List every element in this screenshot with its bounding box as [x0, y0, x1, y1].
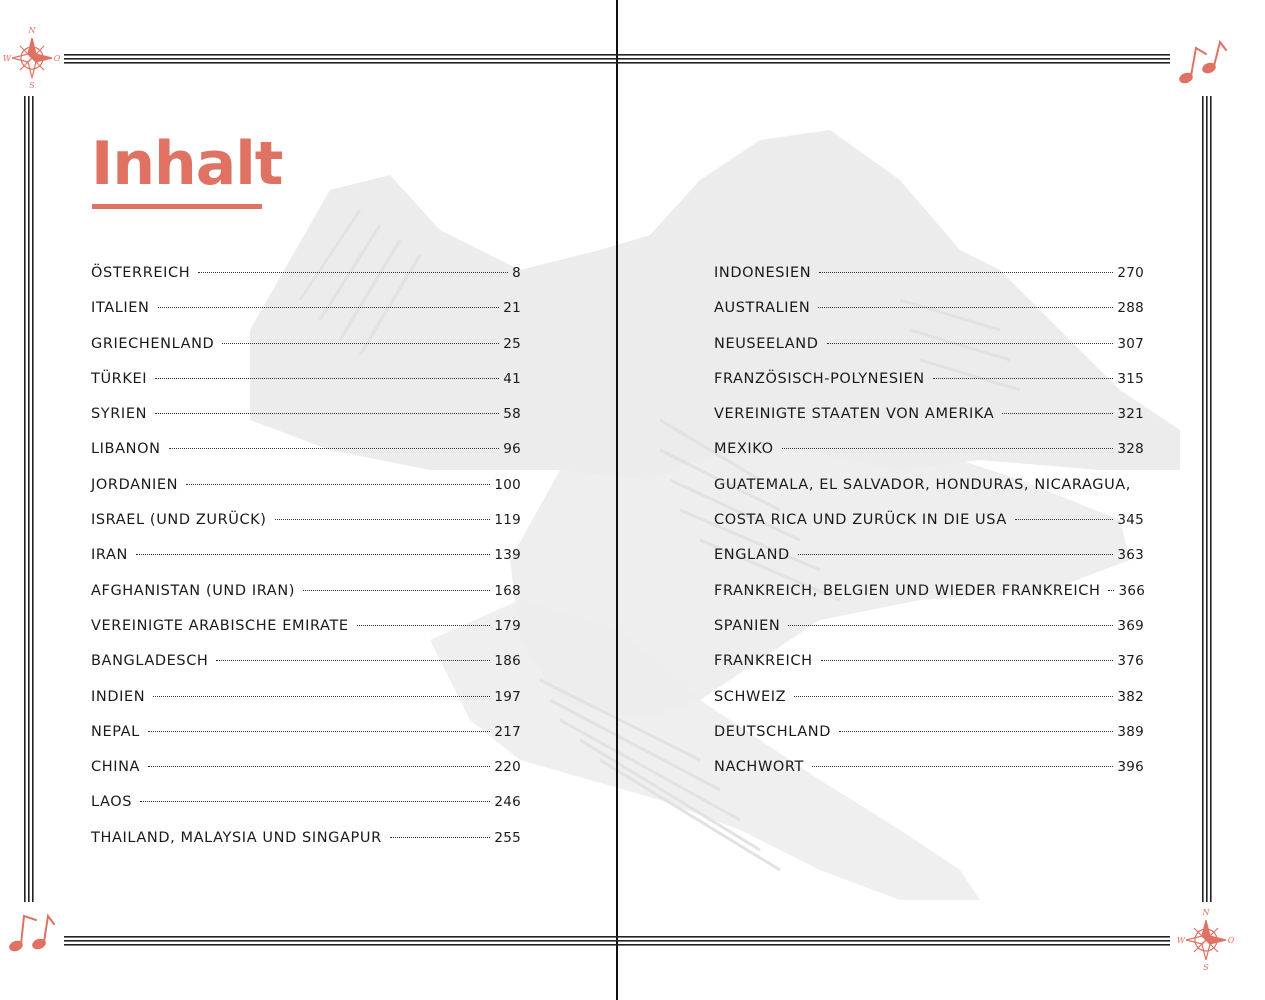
toc-entry-label: FRANZÖSISCH-POLYNESIEN	[714, 370, 925, 387]
toc-entry-page: 119	[494, 512, 521, 529]
compass-letter-o: O	[53, 54, 61, 63]
toc-entry-page: 197	[494, 688, 521, 705]
toc-entry[interactable]	[714, 432, 1144, 467]
toc-entry-label: ITALIEN	[91, 300, 150, 317]
toc-dot-leader	[819, 271, 1113, 273]
toc-entry-label: FRANKREICH, BELGIEN UND WIEDER FRANKREICH	[714, 582, 1101, 599]
left-border-rule	[24, 96, 34, 902]
toc-entry[interactable]	[91, 644, 521, 679]
toc-entry-label: LAOS	[91, 794, 133, 811]
compass-letter-s: S	[1203, 963, 1209, 972]
page-title: Inhalt	[91, 129, 283, 199]
toc-dot-leader	[148, 765, 490, 767]
toc-entry[interactable]	[91, 468, 521, 503]
compass-letter-w: W	[1176, 936, 1186, 945]
toc-entry[interactable]	[714, 397, 1144, 432]
toc-dot-leader	[155, 377, 499, 379]
compass-letter-w: W	[2, 54, 12, 63]
toc-entry-label: ÖSTERREICH	[91, 265, 191, 281]
toc-entry-label: VEREINIGTE STAATEN VON AMERIKA	[714, 406, 995, 423]
toc-entry-label: ENGLAND	[714, 547, 790, 564]
toc-entry-page: 389	[1117, 723, 1144, 740]
toc-entry-label: GRIECHENLAND	[91, 335, 215, 352]
toc-entry-label: MEXIKO	[714, 441, 774, 458]
toc-entry-page: 96	[503, 441, 521, 458]
toc-entry-label: INDONESIEN	[714, 265, 812, 281]
toc-entry[interactable]	[91, 609, 521, 644]
toc-entry[interactable]	[91, 256, 521, 291]
toc-entry-label: NEUSEELAND	[714, 335, 819, 352]
compass-rose-icon	[2, 24, 62, 90]
toc-dot-leader	[169, 447, 500, 449]
toc-entry-page: 21	[503, 300, 521, 317]
toc-entry-page: 369	[1117, 617, 1144, 634]
toc-entry[interactable]	[714, 715, 1144, 750]
book-spine-line	[616, 0, 618, 1000]
toc-dot-leader	[216, 659, 490, 661]
toc-entry[interactable]	[91, 821, 521, 856]
toc-entry-label: BANGLADESCH	[91, 653, 209, 670]
toc-entry[interactable]	[91, 397, 521, 432]
top-border-rule	[64, 54, 1170, 64]
toc-entry[interactable]	[714, 291, 1144, 326]
toc-dot-leader	[158, 306, 500, 308]
toc-dot-leader	[1015, 518, 1113, 520]
toc-dot-leader	[148, 730, 491, 732]
toc-entry-label: AFGHANISTAN (UND IRAN)	[91, 582, 296, 599]
toc-entry[interactable]	[91, 750, 521, 785]
toc-entry-page: 100	[494, 476, 521, 493]
toc-dot-leader	[390, 836, 491, 838]
toc-entry-label: DEUTSCHLAND	[714, 723, 831, 740]
toc-entry-label: GUATEMALA, EL SALVADOR, HONDURAS, NICARAGUA,	[714, 476, 1132, 493]
toc-entry-label: TÜRKEI	[91, 370, 148, 387]
toc-entry-page: 366	[1118, 582, 1146, 599]
toc-entry-page: 396	[1117, 759, 1144, 776]
toc-entry[interactable]	[91, 715, 521, 750]
toc-entry[interactable]	[714, 503, 1144, 538]
toc-entry-page: 321	[1117, 406, 1144, 423]
toc-entry[interactable]	[91, 432, 521, 467]
compass-rose-icon	[1176, 906, 1236, 972]
toc-entry-label: IRAN	[91, 547, 128, 564]
toc-entry[interactable]	[91, 362, 521, 397]
toc-dot-leader	[933, 377, 1114, 379]
toc-entry-label: NEPAL	[91, 723, 140, 740]
toc-entry-page: 186	[494, 653, 521, 670]
toc-dot-leader	[1108, 589, 1114, 591]
toc-entry-label: THAILAND, MALAYSIA UND SINGAPUR	[91, 829, 382, 846]
right-border-rule	[1202, 96, 1212, 902]
toc-entry[interactable]	[91, 785, 521, 820]
toc-entry-label: JORDANIEN	[91, 476, 179, 493]
toc-entry[interactable]	[714, 538, 1144, 573]
toc-dot-leader	[821, 659, 1114, 661]
toc-dot-leader	[153, 695, 490, 697]
toc-entry-label: VEREINIGTE ARABISCHE EMIRATE	[91, 617, 349, 634]
toc-entry[interactable]	[714, 362, 1144, 397]
toc-dot-leader	[136, 553, 490, 555]
compass-letter-n: N	[28, 26, 36, 35]
toc-entry-page: 315	[1117, 370, 1144, 387]
toc-entry[interactable]	[91, 538, 521, 573]
toc-entry-page: 382	[1117, 688, 1144, 705]
toc-entry[interactable]	[91, 327, 521, 362]
compass-letter-o: O	[1227, 936, 1235, 945]
toc-entry-label: CHINA	[91, 759, 141, 776]
compass-letter-n: N	[1202, 908, 1210, 917]
toc-entry[interactable]	[91, 574, 521, 609]
toc-entry-label: COSTA RICA UND ZURÜCK IN DIE USA	[714, 512, 1007, 529]
music-notes-icon	[6, 910, 58, 956]
toc-dot-leader	[827, 342, 1114, 344]
toc-entry-page: 328	[1117, 441, 1144, 458]
toc-entry-label: LIBANON	[91, 441, 161, 458]
toc-dot-leader	[357, 624, 491, 626]
toc-entry[interactable]	[91, 503, 521, 538]
bottom-border-rule	[64, 936, 1170, 946]
toc-entry[interactable]	[714, 644, 1144, 679]
compass-letter-s: S	[29, 81, 35, 90]
toc-entry[interactable]	[714, 574, 1144, 609]
toc-entry[interactable]	[714, 327, 1144, 362]
toc-entry-page: 8	[512, 265, 521, 281]
toc-entry-page: 41	[503, 370, 521, 387]
toc-dot-leader	[303, 589, 490, 591]
toc-entry-label: SCHWEIZ	[714, 688, 787, 705]
toc-entry-page: 25	[503, 335, 521, 352]
toc-entry-label: SPANIEN	[714, 617, 781, 634]
toc-entry-page: 307	[1117, 335, 1144, 352]
toc-entry-page: 246	[494, 794, 521, 811]
toc-entry[interactable]	[714, 750, 1144, 785]
toc-entry[interactable]	[714, 680, 1144, 715]
toc-entry-page: 168	[494, 582, 521, 599]
toc-dot-leader	[839, 730, 1113, 732]
toc-entry-label: INDIEN	[91, 688, 146, 705]
title-underline	[92, 204, 262, 209]
toc-entry-page: 58	[503, 406, 521, 423]
toc-entry-label: AUSTRALIEN	[714, 300, 811, 317]
toc-entry-page: 345	[1117, 512, 1144, 529]
toc-dot-leader	[812, 765, 1113, 767]
toc-list-right	[714, 256, 1144, 785]
toc-entry-page: 179	[494, 617, 521, 634]
toc-entry-page: 270	[1117, 265, 1144, 281]
toc-entry-label: ISRAEL (UND ZURÜCK)	[91, 512, 267, 529]
toc-entry-page: 363	[1117, 547, 1144, 564]
toc-entry-page: 220	[494, 759, 521, 776]
toc-entry-label: SYRIEN	[91, 406, 148, 423]
toc-dot-leader	[788, 624, 1113, 626]
toc-entry-page: 255	[494, 829, 521, 846]
toc-entry-continued[interactable]	[714, 468, 1144, 503]
toc-dot-leader	[222, 342, 499, 344]
toc-dot-leader	[186, 483, 490, 485]
toc-dot-leader	[198, 271, 508, 273]
toc-dot-leader	[1002, 412, 1113, 414]
toc-dot-leader	[275, 518, 491, 520]
toc-entry[interactable]	[714, 609, 1144, 644]
toc-dot-leader	[140, 800, 490, 802]
toc-list-left	[91, 256, 521, 856]
toc-entry-label: FRANKREICH	[714, 653, 813, 670]
toc-dot-leader	[155, 412, 499, 414]
toc-entry-page: 139	[494, 547, 521, 564]
toc-entry-page: 217	[494, 723, 521, 740]
toc-entry-page: 376	[1117, 653, 1144, 670]
music-notes-icon	[1176, 40, 1228, 86]
toc-entry[interactable]	[91, 680, 521, 715]
toc-entry[interactable]	[91, 291, 521, 326]
toc-dot-leader	[782, 447, 1114, 449]
toc-dot-leader	[798, 553, 1114, 555]
toc-entry-label: NACHWORT	[714, 759, 804, 776]
toc-dot-leader	[794, 695, 1113, 697]
toc-dot-leader	[818, 306, 1113, 308]
toc-entry-page: 288	[1117, 300, 1144, 317]
toc-entry[interactable]	[714, 256, 1144, 291]
